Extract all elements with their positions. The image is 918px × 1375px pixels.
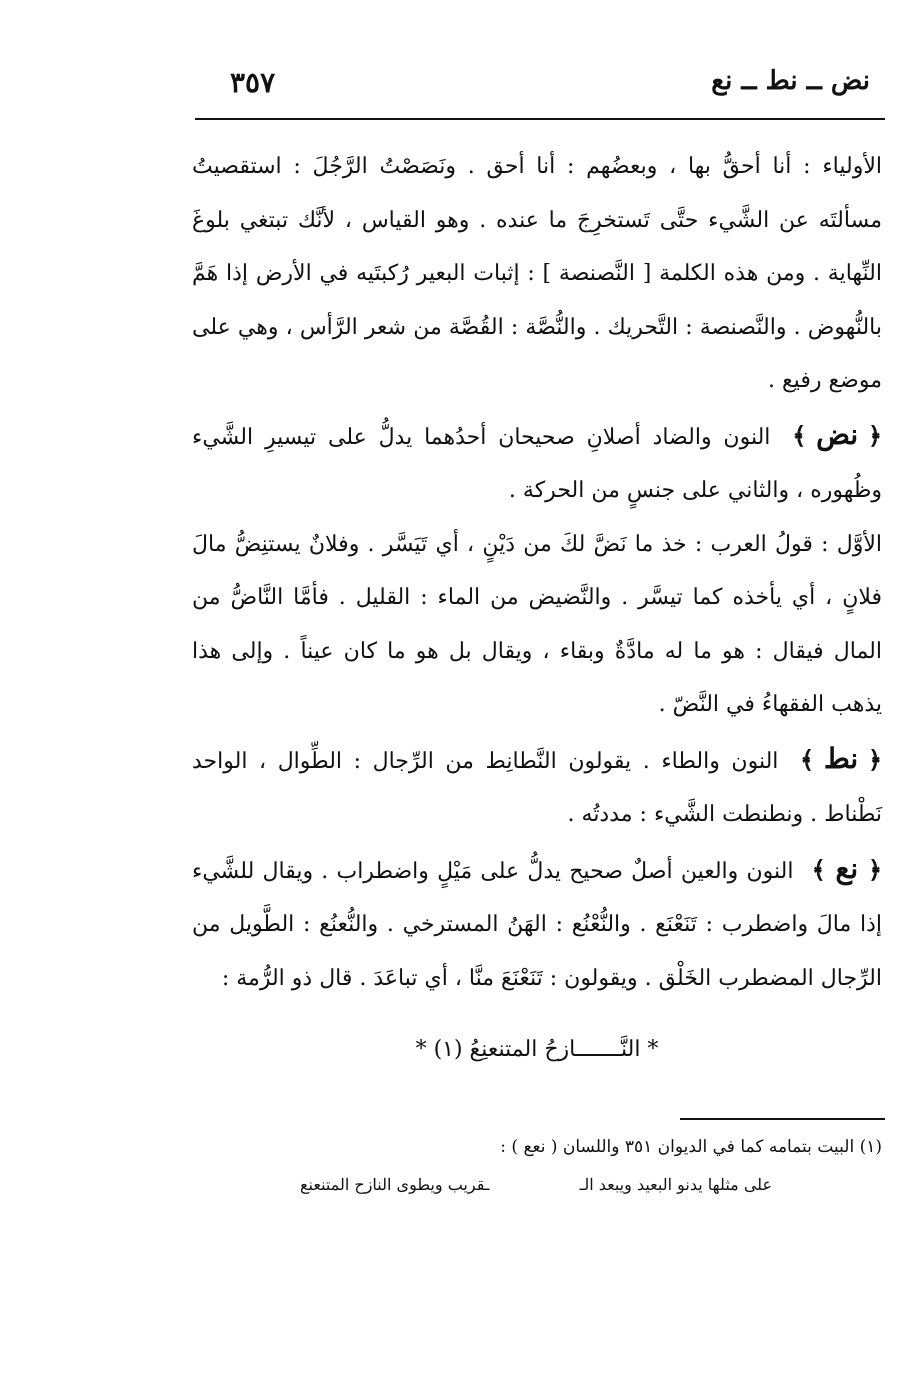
headword-naa: ﴿ نع ﴾ <box>811 851 882 885</box>
entry-nadd-paragraph: الأوَّل : قولُ العرب : خذ ما نَضَّ لكَ من دَيْنٍ ، أي تَيَسَّر . وفلانٌ يستنِضُّ مالَ فلانٍ ، أي يأخذه كما تيسَّر . والنَّضيض من الماء : القليل . فأمَّا النَّاضُّ من المال فيقال : هو ما له مادَّةٌ وبقاء ، ويقال بل هو ما كان عيناً . وإلى هذا يذهب الفقهاءُ في النَّضّ . <box>192 531 882 717</box>
footnotes <box>300 1128 882 1204</box>
page-number: ٣٥٧ <box>230 66 276 99</box>
entry-natt <box>192 732 882 842</box>
main-text <box>192 140 882 1076</box>
entry-nadd-text: النون والضاد أصلانِ صحيحان أحدُهما يدلُّ على تيسيرِ الشَّيء وظُهوره ، والثاني على جنسٍ من الحركة . <box>192 424 882 503</box>
page-header <box>195 66 885 106</box>
footnote-verse-first-hemistich: على مثلها يدنو البعيد ويبعد الـ <box>579 1175 772 1194</box>
footnote-1: (١) البيت بتمامه كما في الديوان ٣٥١ واللسان ( نعع ) : <box>500 1137 882 1157</box>
entry-natt-text: النون والطاء . يقولون النَّطانِط من الرِّجال : الطِّوال ، الواحد نَطْناط . ونطنطت الشَّيء : مددتُه . <box>192 748 882 827</box>
running-title: نض ــ نط ــ نع <box>711 66 870 96</box>
header-rule <box>195 118 885 120</box>
verse-quote: * النَّـــــــازحُ المتنعنِعُ (١) * <box>415 1037 659 1062</box>
footnote-rule <box>680 1118 885 1120</box>
entry-naa-text: النون والعين أصلٌ صحيح يدلُّ على مَيْلٍ واضطراب . ويقال للشَّيء إذا مالَ واضطرب : تَنَعْنَع . والنُّعْنُع : الهَنُ المسترخي . والنُّعنُع : الطَّويل من الرِّجال المضطرب الخَلْق . ويقولون : تَنَعْنَعَ منَّا ، أي تباعَدَ . قال ذو الرُّمة : <box>192 858 882 991</box>
continuation-paragraph: الأولياء : أنا أحقُّ بها ، وبعضُهم : أنا أحق . ونَصَصْتُ الرَّجُلَ : استقصيتُ مسألتَه عن الشَّيء حتَّى تَستخرِجَ ما عنده . وهو القياس ، لأنَّك تبتغي بلوغَ النِّهاية . ومن هذه الكلمة [ النَّصنصة ] : إثبات البعير رُكبتَيه في الأرض إذا هَمَّ بالنُّهوض . والنَّصنصة : التَّحريك . والنُّصَّة : القُصَّة من شعر الرَّأس ، وهي على موضع رفيع . <box>192 154 882 393</box>
footnote-verse-second-hemistich: ـقريب ويطوى النازح المتنعنع <box>300 1175 490 1194</box>
headword-nadd: ﴿ نض ﴾ <box>792 417 882 451</box>
headword-natt: ﴿ نط ﴾ <box>800 741 882 775</box>
entry-nadd <box>192 408 882 518</box>
footnote-verse <box>300 1166 882 1204</box>
entry-naa <box>192 842 882 1006</box>
